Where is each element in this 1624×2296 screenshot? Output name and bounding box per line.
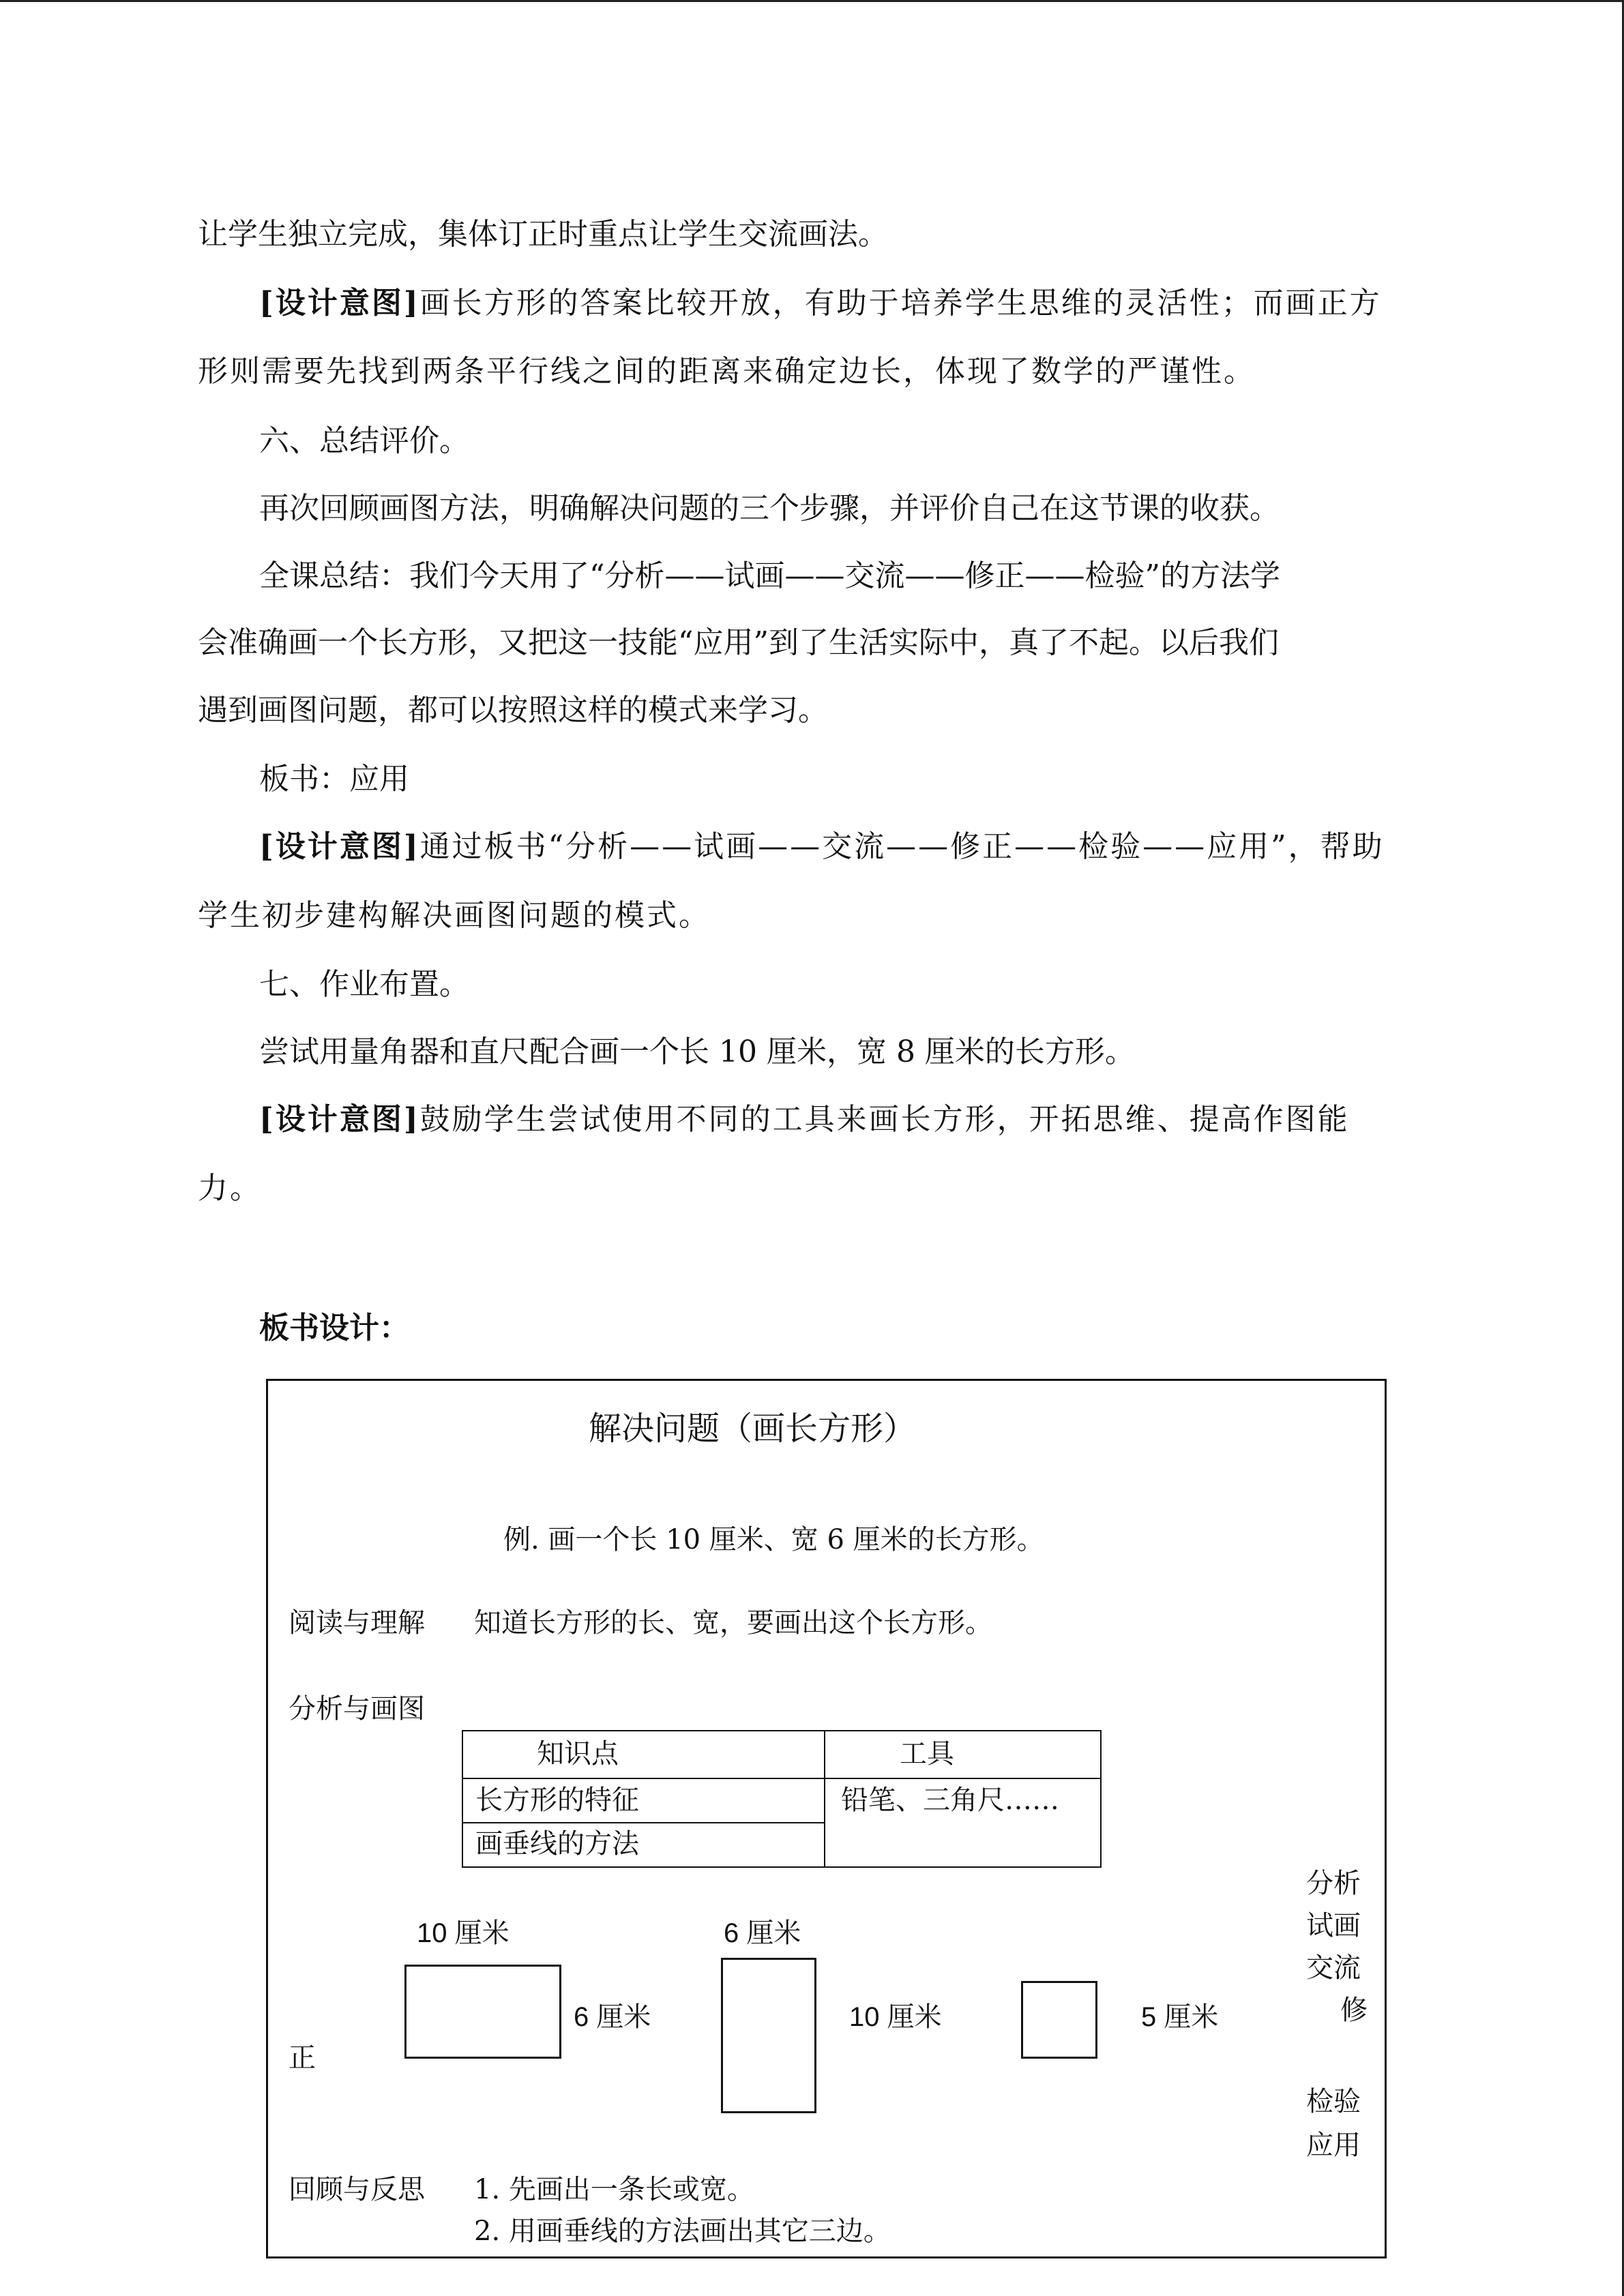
design-intent-text: 通过板书“分析——试画——交流——修正——检验——应用”，帮助 xyxy=(419,829,1385,864)
paragraph-text: 会准确画一个长方形，又把这一技能“应用”到了生活实际中，真了不起。以后我们 xyxy=(198,625,1279,660)
paragraph-text: 尝试用量角器和直尺配合画一个长 10 厘米，宽 8 厘米的长方形。 xyxy=(259,1034,1135,1069)
table-divider xyxy=(824,1731,825,1866)
side-step-revise-stray: 正 xyxy=(289,2042,316,2074)
rectangle-6x10 xyxy=(721,1958,816,2113)
review-step-1: 1. 先画出一条长或宽。 xyxy=(474,2174,754,2205)
design-intent-text: 形则需要先找到两条平行线之间的距离来确定边长，体现了数学的严谨性。 xyxy=(198,354,1256,389)
design-intent-label: [设计意图] xyxy=(259,1102,420,1137)
design-intent-label: [设计意图] xyxy=(259,286,420,320)
square-side-label: 5 厘米 xyxy=(1141,2002,1219,2032)
board-design-box xyxy=(266,1379,1387,2258)
design-intent-text: 鼓励学生尝试使用不同的工具来画长方形，开拓思维、提高作图能 xyxy=(419,1102,1350,1137)
section-6-title: 六、总结评价。 xyxy=(259,423,469,458)
paragraph-text: 遇到画图问题，都可以按照这样的模式来学习。 xyxy=(198,693,828,728)
table-cell-perpendicular-method: 画垂线的方法 xyxy=(475,1828,639,1860)
design-intent-text: 画长方形的答案比较开放，有助于培养学生思维的灵活性；而画正方 xyxy=(419,286,1382,320)
side-step-check: 检验 xyxy=(1306,2086,1361,2117)
rect1-width-label: 10 厘米 xyxy=(417,1918,510,1948)
design-intent-text: 学生初步建构解决画图问题的模式。 xyxy=(198,898,711,933)
paragraph-text: 再次回顾画图方法，明确解决问题的三个步骤，并评价自己在这节课的收获。 xyxy=(259,491,1280,526)
table-divider xyxy=(463,1822,824,1823)
board-note: 板书：应用 xyxy=(259,762,409,796)
table-header-tools: 工具 xyxy=(900,1738,954,1770)
table-header-knowledge: 知识点 xyxy=(537,1738,619,1770)
rect2-width-label: 6 厘米 xyxy=(724,1918,801,1948)
section-7-title: 七、作业布置。 xyxy=(259,967,469,1002)
read-understand-text: 知道长方形的长、宽，要画出这个长方形。 xyxy=(474,1607,992,1639)
board-title: 解决问题（画长方形） xyxy=(589,1410,917,1448)
knowledge-tools-table xyxy=(462,1730,1102,1868)
board-design-heading: 板书设计： xyxy=(259,1311,409,1345)
side-step-analyze: 分析 xyxy=(1306,1868,1361,1899)
rect2-height-label: 10 厘米 xyxy=(849,2002,942,2032)
paragraph-text: 全课总结：我们今天用了“分析——试画——交流——修正——检验”的方法学 xyxy=(259,558,1280,593)
rect1-height-label: 6 厘米 xyxy=(574,2002,651,2032)
square-5 xyxy=(1021,1981,1097,2059)
table-divider xyxy=(463,1778,1100,1779)
table-cell-rect-feature: 长方形的特征 xyxy=(475,1785,639,1816)
design-intent-text: 力。 xyxy=(198,1171,262,1206)
board-example: 例. 画一个长 10 厘米、宽 6 厘米的长方形。 xyxy=(503,1524,1044,1555)
rectangle-10x6 xyxy=(404,1965,561,2059)
analyze-draw-label: 分析与画图 xyxy=(289,1693,425,1725)
read-understand-label: 阅读与理解 xyxy=(289,1607,425,1639)
side-step-revise-part: 修 xyxy=(1340,1995,1368,2026)
side-step-apply: 应用 xyxy=(1306,2130,1361,2161)
review-step-2: 2. 用画垂线的方法画出其它三边。 xyxy=(474,2216,891,2247)
page-top-border xyxy=(0,0,1624,2)
side-step-exchange: 交流 xyxy=(1306,1952,1361,1984)
review-reflect-label: 回顾与反思 xyxy=(289,2174,425,2205)
design-intent-label: [设计意图] xyxy=(259,829,420,864)
side-step-try-draw: 试画 xyxy=(1306,1910,1361,1941)
table-cell-tools-value: 铅笔、三角尺…… xyxy=(841,1785,1059,1816)
text-line-1: 让学生独立完成，集体订正时重点让学生交流画法。 xyxy=(198,217,888,252)
